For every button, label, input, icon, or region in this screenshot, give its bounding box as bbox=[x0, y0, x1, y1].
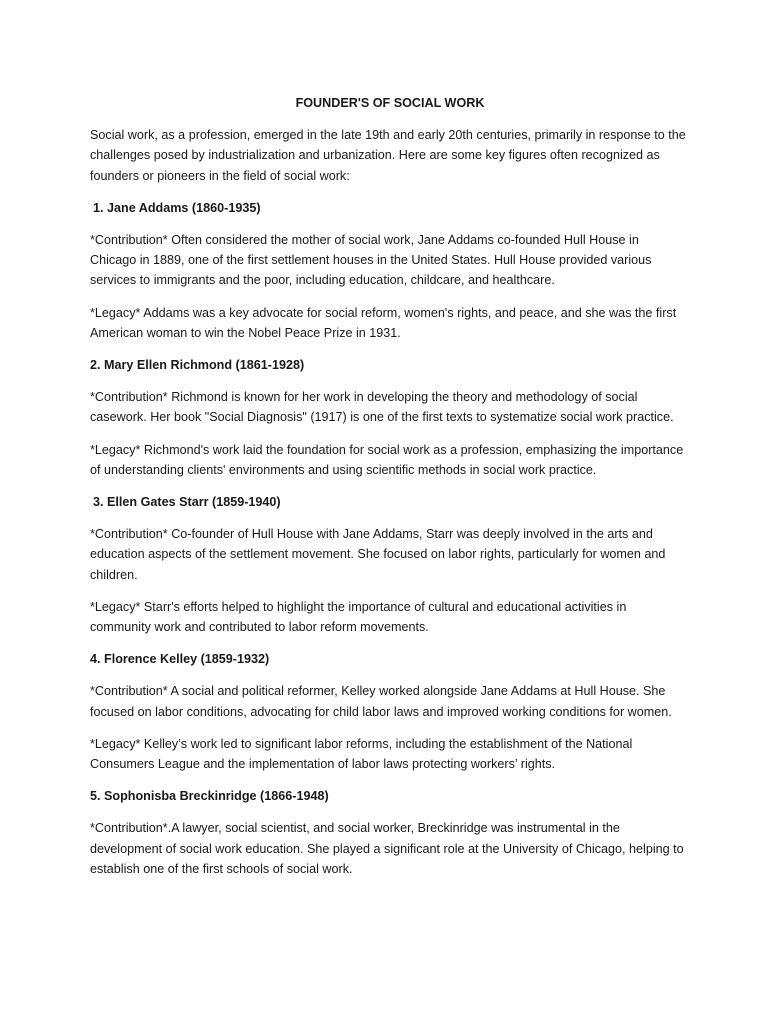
document-page bbox=[90, 93, 686, 891]
section-heading-florence-kelley: 4. Florence Kelley (1859-1932) bbox=[90, 652, 270, 667]
contribution-paragraph-jane-addams: *Contribution* Often considered the mother of social work, Jane Addams co-founded Hull House in Chicago in 1889, one of the first settlement houses in the United States. Hull House provided various services to immigrants and the poor, including education, childcare, and healthcare. bbox=[90, 233, 652, 288]
contribution-paragraph-sophonisba-breckinridge: *Contribution*.A lawyer, social scientist, and social worker, Breckinridge was instrumental in the development of social work education. She played a significant role at the University of Chicago, helping to establish one of the first schools of social work. bbox=[90, 821, 684, 876]
contribution-paragraph-florence-kelley: *Contribution* A social and political reformer, Kelley worked alongside Jane Addams at Hull House. She focused on labor conditions, advocating for child labor laws and improved working conditions for women. bbox=[90, 684, 672, 719]
contribution-paragraph-ellen-gates-starr: *Contribution* Co-founder of Hull House with Jane Addams, Starr was deeply involved in the arts and education aspects of the settlement movement. She focused on labor rights, particularly for women and children. bbox=[90, 527, 666, 582]
section-heading-jane-addams: 1. Jane Addams (1860-1935) bbox=[93, 200, 261, 215]
document-title: FOUNDER'S OF SOCIAL WORK bbox=[295, 96, 485, 110]
contribution-paragraph-mary-ellen-richmond: *Contribution* Richmond is known for her work in developing the theory and methodology of social casework. Her book "Social Diagnosis" (1917) is one of the first texts to systematize social work practice. bbox=[90, 390, 674, 425]
legacy-paragraph-mary-ellen-richmond: *Legacy* Richmond's work laid the foundation for social work as a profession, emphasizing the importance of understanding clients' environments and using scientific methods in social work practice. bbox=[90, 442, 684, 477]
legacy-paragraph-jane-addams: *Legacy* Addams was a key advocate for social reform, women's rights, and peace, and she was the first American woman to win the Nobel Peace Prize in 1931. bbox=[90, 305, 677, 340]
intro-paragraph: Social work, as a profession, emerged in the late 19th and early 20th centuries, primarily in response to the challenges posed by industrialization and urbanization. Here are some key figures often recognized as founders or pioneers in the field of social work: bbox=[90, 128, 686, 183]
section-heading-sophonisba-breckinridge: 5. Sophonisba Breckinridge (1866-1948) bbox=[90, 789, 329, 804]
section-heading-ellen-gates-starr: 3. Ellen Gates Starr (1859-1940) bbox=[93, 495, 281, 510]
legacy-paragraph-ellen-gates-starr: *Legacy* Starr's efforts helped to highlight the importance of cultural and educational activities in community work and contributed to labor reform movements. bbox=[90, 599, 627, 635]
section-heading-mary-ellen-richmond: 2. Mary Ellen Richmond (1861-1928) bbox=[90, 358, 305, 373]
legacy-paragraph-florence-kelley: *Legacy* Kelley’s work led to significant labor reforms, including the establishment of the National Consumers League and the implementation of labor laws protecting workers’ rights. bbox=[90, 736, 633, 772]
